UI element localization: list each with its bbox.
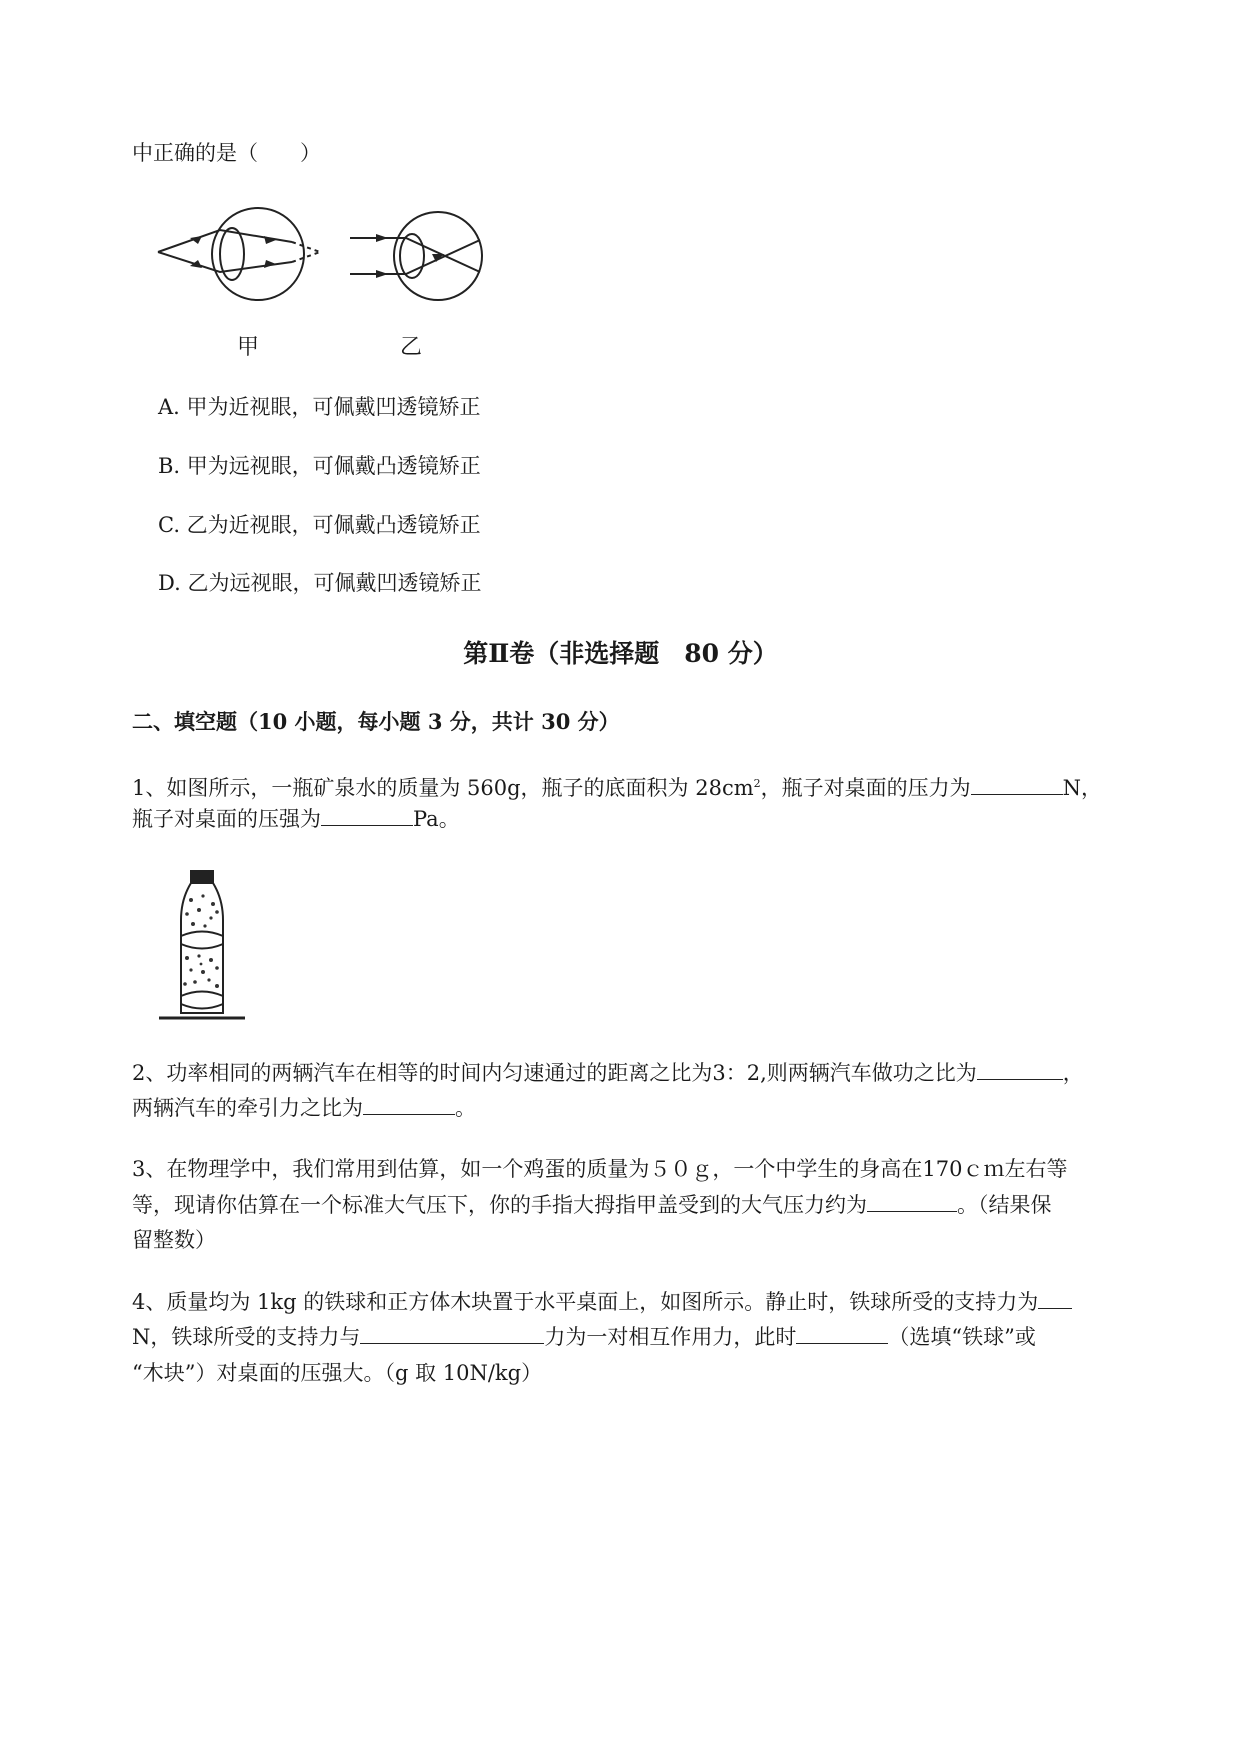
figure-label-right: 乙	[400, 335, 423, 360]
q4-answer-blank-3[interactable]	[796, 1321, 888, 1344]
section-heading: 二、填空题（10 小题，每小题 3 分，共计 30 分）	[132, 709, 620, 734]
q4-text-d: （选填“铁球”或	[888, 1325, 1036, 1349]
q4-answer-blank-1[interactable]	[1038, 1286, 1072, 1309]
q1-line1	[132, 767, 1102, 805]
q1-text-c: N，	[1062, 776, 1103, 800]
q1-answer-blank-1[interactable]	[971, 772, 1063, 795]
q1-text-d: 瓶子对桌面的压强为	[132, 807, 321, 831]
water-bottle-figure	[155, 868, 250, 1026]
q4-line3: “木块”）对桌面的压强大。（g 取 10N/kg）	[132, 1361, 543, 1385]
q2-answer-blank-1[interactable]	[977, 1057, 1063, 1080]
q1-text-a: 1、如图所示，一瓶矿泉水的质量为 560g，瓶子的底面积为 28cm	[132, 776, 754, 800]
option-d: D. 乙为远视眼，可佩戴凹透镜矫正	[158, 571, 482, 595]
option-b: B. 甲为远视眼，可佩戴凸透镜矫正	[158, 454, 481, 478]
q4-text-c: 力为一对相互作用力，此时	[544, 1325, 797, 1349]
q1-text-e: Pa。	[413, 807, 460, 831]
q2-answer-blank-2[interactable]	[363, 1092, 455, 1115]
eye-diagram-right	[350, 212, 482, 300]
q3-text-b: 。（结果保	[957, 1193, 1052, 1217]
q1-line2	[132, 802, 460, 836]
q4-text-b: N，铁球所受的支持力与	[132, 1325, 361, 1349]
q1-sup: 2	[753, 777, 761, 790]
q2-text-d: 。	[455, 1096, 476, 1120]
part2-title: 第Ⅱ卷（非选择题 80 分）	[463, 639, 778, 668]
q3-line1: 3、在物理学中，我们常用到估算，如一个鸡蛋的质量为５０ｇ，一个中学生的身高在170ｃｍ左右等	[132, 1157, 1068, 1181]
eye-diagram-left	[158, 208, 320, 300]
figure-label-left: 甲	[237, 335, 260, 360]
q2-line2	[132, 1091, 476, 1125]
q3-line3: 留整数）	[132, 1228, 216, 1252]
q1-answer-blank-2[interactable]	[321, 803, 413, 826]
q3-line2	[132, 1188, 1052, 1222]
q2-text-c: 两辆汽车的牵引力之比为	[132, 1096, 363, 1120]
option-c: C. 乙为近视眼，可佩戴凸透镜矫正	[158, 513, 481, 537]
q2-text-b: ，	[1062, 1061, 1084, 1085]
q3-text-a: 等，现请你估算在一个标准大气压下，你的手指大拇指甲盖受到的大气压力约为	[132, 1193, 867, 1217]
eye-diagrams-figure	[150, 200, 500, 310]
q1-text-b: ，瓶子对桌面的压力为	[760, 776, 971, 800]
q4-text-a: 4、质量均为 1kg 的铁球和正方体木块置于水平桌面上，如图所示。静止时，铁球所受的支持力为	[132, 1290, 1039, 1314]
q4-line1	[132, 1285, 1072, 1319]
option-a: A. 甲为近视眼，可佩戴凹透镜矫正	[158, 395, 481, 419]
q4-answer-blank-2[interactable]	[360, 1321, 544, 1344]
question-stem-tail: 中正确的是（ ）	[132, 141, 321, 165]
q4-line2	[132, 1320, 1036, 1354]
q3-answer-blank[interactable]	[867, 1189, 957, 1212]
q2-line1	[132, 1056, 1084, 1090]
q2-text-a: 2、功率相同的两辆汽车在相等的时间内匀速通过的距离之比为3：2,则两辆汽车做功之比为	[132, 1061, 977, 1085]
